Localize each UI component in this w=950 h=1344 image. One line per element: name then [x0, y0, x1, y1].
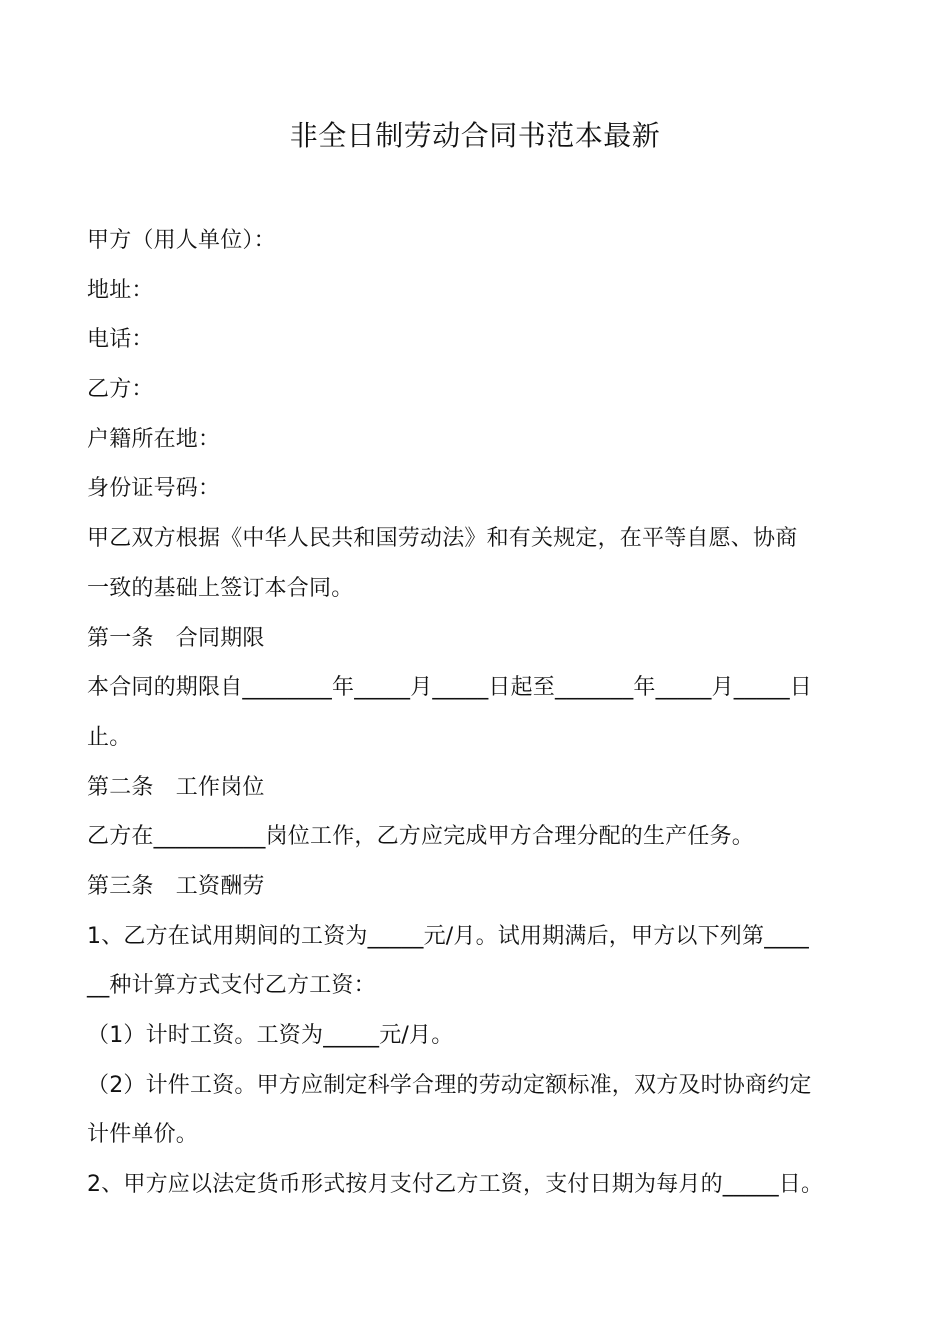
party-a-line: 甲方（用人单位）：: [87, 228, 276, 253]
party-b-line: 乙方：: [87, 377, 154, 403]
hourly-wage-line: （1）计时工资。工资为_____元/月。: [87, 1023, 454, 1048]
wage-clause-1-line-1: 1、乙方在试用期间的工资为_____元/月。试用期满后，甲方以下列第____: [87, 923, 810, 949]
id-number-line: 身份证号码：: [87, 476, 221, 502]
contract-term-line-2: 止。: [87, 724, 132, 750]
article-3-heading: 第三条 工资酬劳: [87, 873, 265, 899]
article-1-heading: 第一条 合同期限: [87, 625, 265, 651]
piece-wage-line-2: 计件单价。: [87, 1122, 199, 1148]
phone-line: 电话：: [87, 327, 154, 353]
household-registration-line: 户籍所在地：: [87, 426, 221, 452]
job-position-line: 乙方在__________岗位工作，乙方应完成甲方合理分配的生产任务。: [87, 824, 755, 850]
piece-wage-line-1: （2）计件工资。甲方应制定科学合理的劳动定额标准，双方及时协商约定: [87, 1072, 812, 1098]
document-body: [87, 216, 877, 1210]
wage-clause-2-line: 2、甲方应以法定货币形式按月支付乙方工资，支付日期为每月的_____日。: [87, 1172, 824, 1198]
article-2-heading: 第二条 工作岗位: [87, 774, 265, 800]
document-title: 非全日制劳动合同书范本最新: [289, 119, 661, 152]
address-line: 地址：: [87, 277, 154, 303]
preamble-line-2: 一致的基础上签订本合同。: [87, 575, 354, 601]
wage-clause-1-line-2: __种计算方式支付乙方工资：: [87, 973, 376, 999]
preamble-line-1: 甲乙双方根据《中华人民共和国劳动法》和有关规定，在平等自愿、协商: [87, 526, 798, 552]
contract-term-line-1: 本合同的期限自________年_____月_____日起至_______年_____月_____日: [87, 675, 813, 701]
